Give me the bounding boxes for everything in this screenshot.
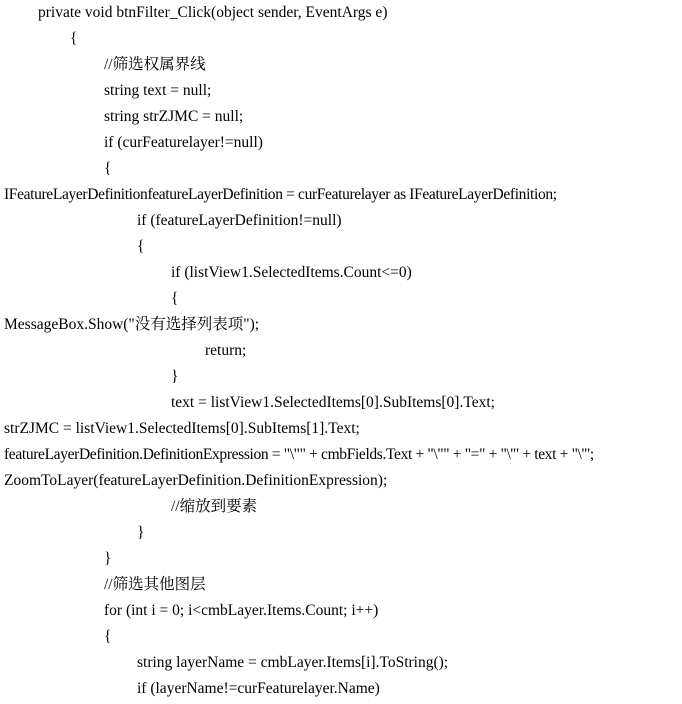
code-line: string strZJMC = null;: [104, 108, 244, 125]
code-line: if (featureLayerDefinition!=null): [137, 212, 342, 229]
code-line: if (layerName!=curFeaturelayer.Name): [137, 680, 380, 697]
code-line: {: [104, 628, 112, 645]
code-line: }: [137, 524, 145, 541]
code-line: ZoomToLayer(featureLayerDefinition.DefinitionExpression);: [4, 472, 388, 489]
code-line: return;: [205, 342, 247, 359]
code-line: {: [137, 238, 145, 255]
code-line: }: [171, 368, 179, 385]
code-line: {: [104, 160, 112, 177]
code-line: private void btnFilter_Click(object sender, EventArgs e): [38, 4, 388, 21]
code-line: strZJMC = listView1.SelectedItems[0].SubItems[1].Text;: [4, 420, 360, 437]
code-line: string text = null;: [104, 82, 212, 99]
code-line: MessageBox.Show("没有选择列表项");: [4, 316, 260, 333]
code-line: featureLayerDefinition.DefinitionExpression = "\"" + cmbFields.Text + "\"" + "=" + "\'" + text + "\'";: [4, 446, 594, 463]
code-line: if (listView1.SelectedItems.Count<=0): [171, 264, 412, 281]
code-comment: //缩放到要素: [171, 498, 258, 515]
code-line: if (curFeaturelayer!=null): [104, 134, 263, 151]
code-line: {: [171, 290, 179, 307]
code-comment: //筛选权属界线: [104, 56, 206, 73]
code-line: {: [70, 30, 78, 47]
code-line: IFeatureLayerDefinitionfeatureLayerDefinition = curFeaturelayer as IFeatureLayerDefinition;: [4, 186, 557, 203]
code-comment: //筛选其他图层: [104, 576, 206, 593]
code-line: }: [104, 550, 112, 567]
code-line: for (int i = 0; i<cmbLayer.Items.Count; i++): [104, 602, 379, 619]
code-line: string layerName = cmbLayer.Items[i].ToString();: [137, 654, 449, 671]
code-line: text = listView1.SelectedItems[0].SubItems[0].Text;: [171, 394, 495, 411]
